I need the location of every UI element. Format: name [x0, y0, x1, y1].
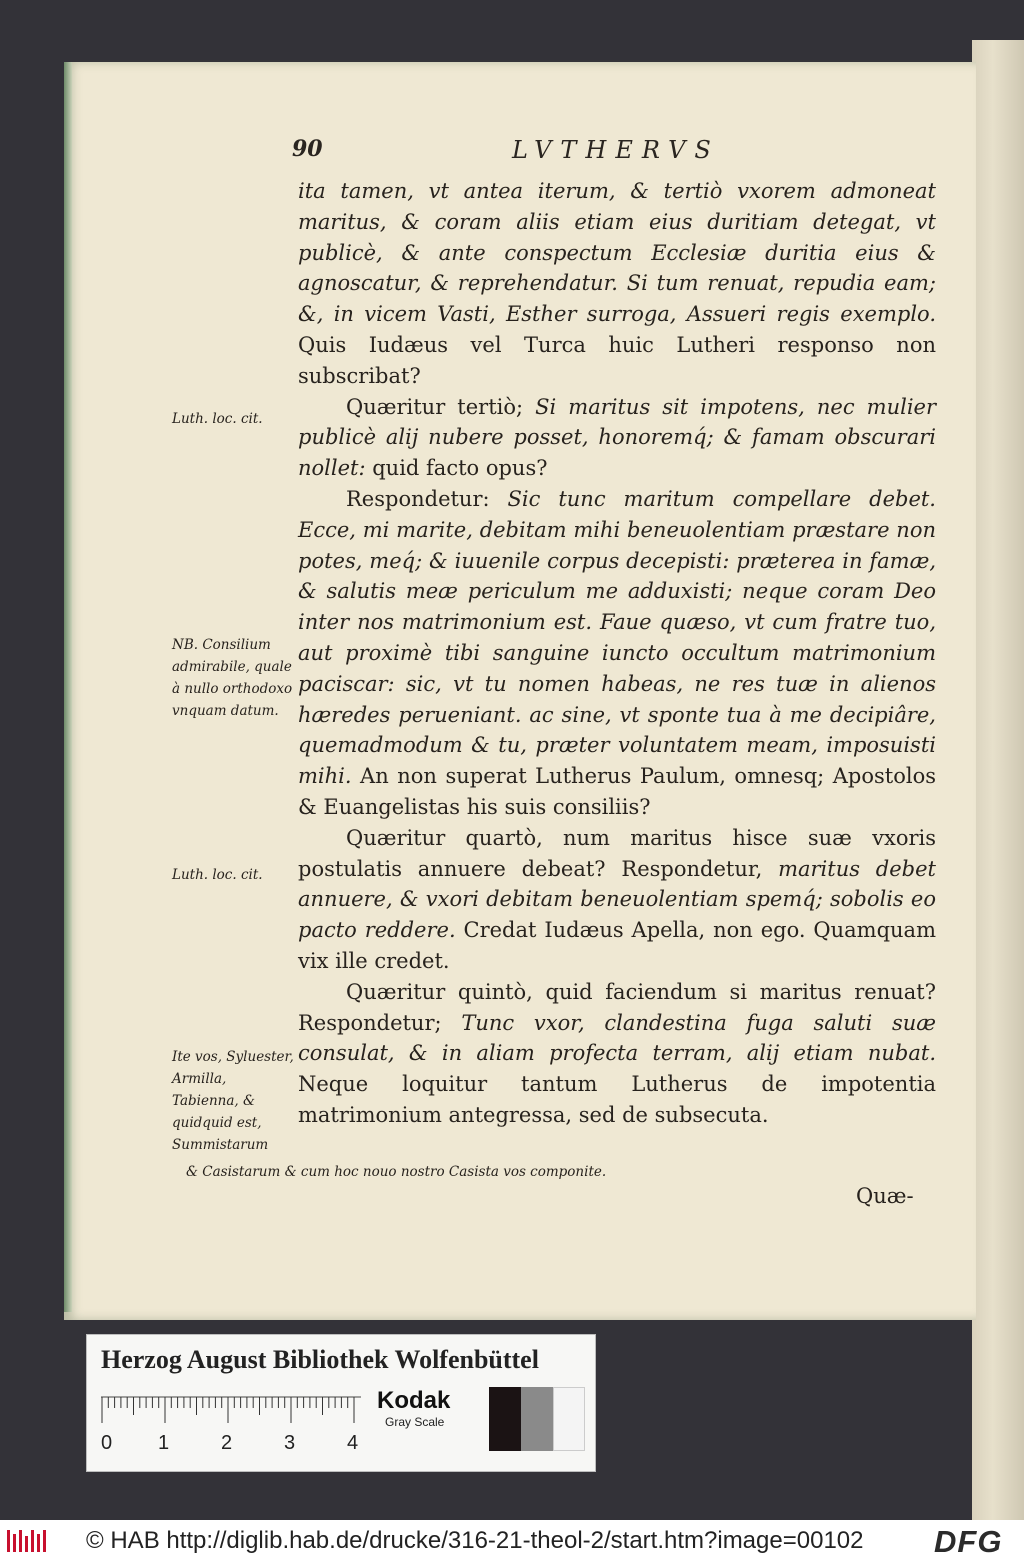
italic-run: ita tamen, vt antea iterum, & tertiò vxorem admoneat maritus, & coram aliis etiam eius duritiam detegat, vt publicè, & ante conspectum Ecclesiæ duritia eius & agnoscatur, & reprehendatur. Si tum renuat, repudia eam; &, in vicem Vasti, Esther surroga, Assueri regis exemplo.: [298, 179, 936, 327]
marginal-note: Luth. loc. cit.: [172, 867, 263, 883]
italic-run: Tunc vxor, clandestina fuga saluti suæ consulat, & in aliam profecta terram, alij etiam nubat.: [298, 1010, 936, 1066]
italic-run: Sic tunc maritum compellare debet. Ecce, mi marite, debitam mihi beneuolentiam præstare non potes, meq́; & iuuenile corpus decepisti: præterea in famæ, & salutis meæ periculum me adduxisti; neque coram Deo inter nos matrimonium est. Faue quæso, vt cum fratre tuo, aut proximè tibi sanguine iuncto occultum matrimonium paciscar: sic, vt tu nomen habeas, ne res tuæ in alienos hæredes perueniant. ac sine, vt sponte tua à me decipiâre, quemadmodum & tu, præter voluntatem meam, imposuisti mihi.: [298, 486, 936, 789]
paragraph: [298, 392, 936, 484]
italic-run: Si maritus sit impotens, nec mulier publicè alij nubere posset, honoremq́; & famam obscurari nollet:: [298, 394, 936, 481]
catchword: Quæ-: [856, 1184, 914, 1208]
roman-run: quid facto opus?: [365, 456, 548, 481]
source-credit: © HAB http://diglib.hab.de/drucke/316-21-theol-2/start.htm?image=00102: [86, 1527, 864, 1554]
running-head: LVTHERVS: [512, 136, 720, 164]
footer-bar: [0, 1520, 1024, 1562]
main-text: [298, 176, 936, 1131]
roman-run: Credat Iudæus Apella, non ego. Quamquam vix ille credet.: [298, 918, 936, 973]
hab-logo-icon: [6, 1528, 48, 1554]
card-title: Herzog August Bibliothek Wolfenbüttel: [101, 1345, 539, 1374]
dfg-logo: DFG: [934, 1524, 1003, 1559]
marginal-note-continuation: & Casistarum & cum hoc nouo nostro Casista vos componite.: [186, 1164, 607, 1180]
page-gutter-edge: [64, 62, 72, 1312]
gray-swatch-black: [489, 1387, 521, 1451]
roman-run: An non superat Lutherus Paulum, omnesq; Apostolos & Euangelistas his suis consiliis?: [298, 764, 936, 819]
ruler-number: 0: [101, 1432, 113, 1453]
kodak-brand: Kodak: [377, 1387, 451, 1414]
ruler: [101, 1391, 361, 1453]
facing-page-edge: [972, 40, 1024, 1520]
ruler-number: 3: [284, 1432, 296, 1453]
roman-run: Quis Iudæus vel Turca huic Lutheri responso non subscribat?: [298, 332, 936, 388]
paragraph: [298, 484, 936, 823]
paragraph: [298, 823, 936, 977]
italic-run: maritus debet annuere, & vxori debitam beneuolentiam spemq́; sobolis eo pacto reddere.: [298, 856, 936, 943]
page-number: 90: [292, 136, 323, 162]
marginal-note: NB. Consilium admirabile, quale à nullo orthodoxo vnquam datum.: [172, 637, 293, 719]
ruler-number: 4: [347, 1432, 359, 1453]
roman-run: Respondetur:: [346, 486, 508, 511]
roman-run: Quæritur quartò, num maritus hisce suæ vxoris postulatis annuere debeat? Respondetur,: [298, 825, 936, 881]
paragraph: [298, 977, 936, 1131]
paragraph: [298, 176, 936, 392]
gray-swatch-white: [553, 1387, 585, 1451]
marginal-note: Ite vos, Syluester, Armilla, Tabienna, & quidquid est, Summistarum: [172, 1049, 294, 1153]
roman-run: Quæritur tertiò;: [346, 394, 536, 419]
library-color-card: [86, 1334, 596, 1472]
gray-swatch-mid: [521, 1387, 553, 1451]
roman-run: Neque loquitur tantum Lutherus de impotentia matrimonium antegressa, sed de subsecuta.: [298, 1072, 936, 1127]
gray-scale-label: Gray Scale: [385, 1415, 445, 1429]
marginal-note: Luth. loc. cit.: [172, 411, 263, 427]
roman-run: Quæritur quintò, quid faciendum si maritus renuat? Respondetur;: [298, 979, 936, 1035]
ruler-number: 1: [158, 1432, 170, 1453]
ruler-number: 2: [221, 1432, 233, 1453]
